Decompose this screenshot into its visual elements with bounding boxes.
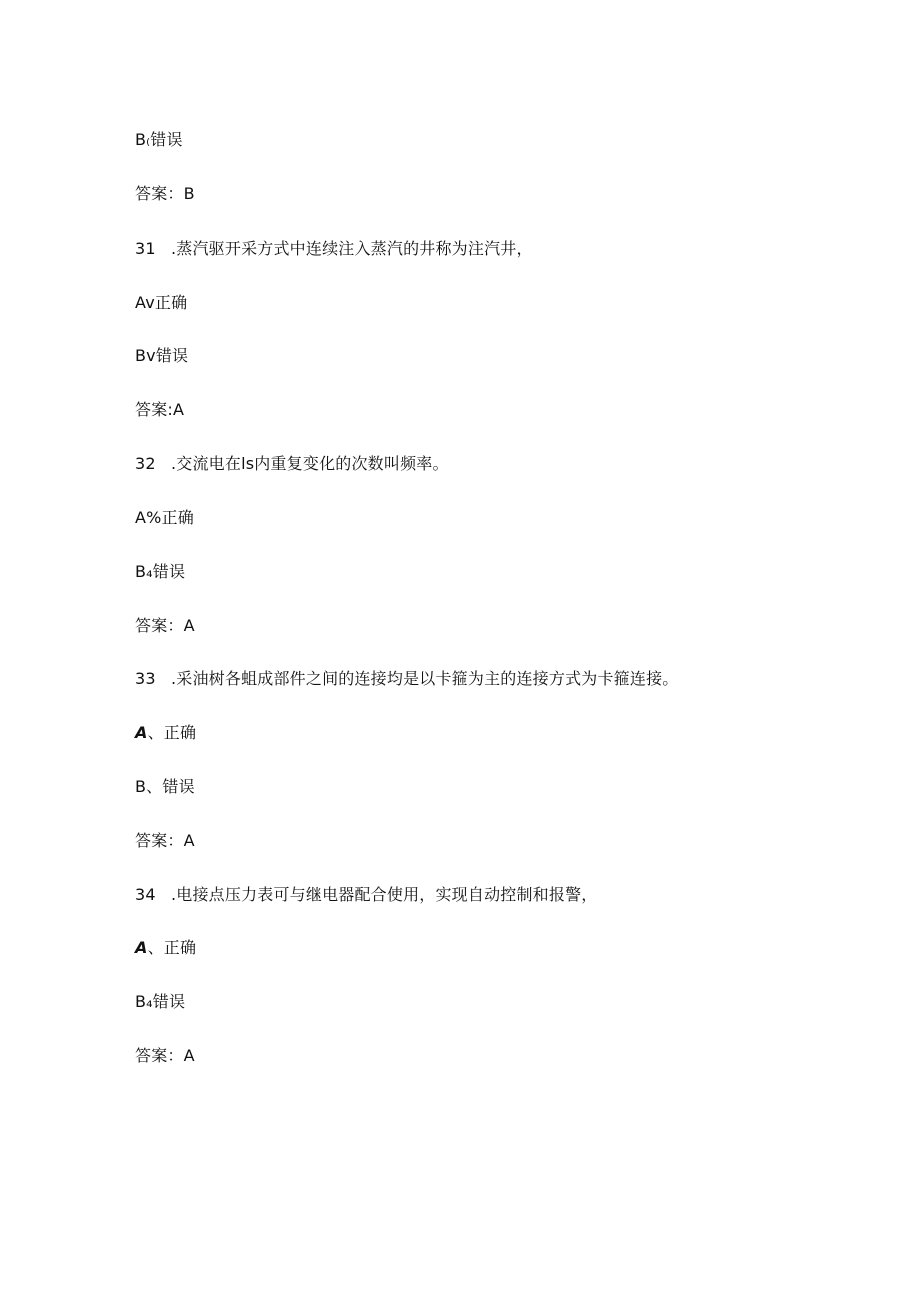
- option-b-line: [135, 992, 185, 1012]
- question-33: [135, 669, 679, 689]
- question-32: [135, 454, 449, 474]
- answer-line: [135, 400, 184, 420]
- answer-line: [135, 1046, 195, 1066]
- option-a-letter: A: [135, 723, 148, 742]
- question-text: .蒸汽驱开采方式中连续注入蒸汽的井称为注汽井，: [171, 239, 533, 258]
- option-b-line: [135, 777, 195, 797]
- option-b-line: [135, 346, 188, 366]
- option-a-letter: A: [135, 938, 148, 957]
- option-a-text: Av正确: [135, 293, 188, 312]
- answer-text: 答案：A: [135, 1046, 195, 1065]
- option-b-text: Bv错误: [135, 346, 189, 365]
- option-b-text: B₄错误: [135, 992, 186, 1011]
- option-b-text: B、错误: [135, 777, 195, 796]
- option-a-text: 、正确: [147, 723, 197, 742]
- answer-text: 答案：A: [135, 616, 195, 635]
- question-number: 34: [135, 885, 156, 904]
- option-b-line: [135, 562, 185, 582]
- question-number: 32: [135, 454, 156, 473]
- option-a-line: [135, 723, 196, 743]
- question-text: .电接点压力表可与继电器配合使用，实现自动控制和报警，: [171, 885, 598, 904]
- option-b-line: [135, 130, 183, 150]
- answer-text: 答案:A: [135, 400, 185, 419]
- answer-text: 答案：A: [135, 831, 195, 850]
- option-a-text: 、正确: [147, 938, 197, 957]
- option-b-text: B₍错误: [135, 130, 183, 149]
- option-b-text: B₄错误: [135, 562, 186, 581]
- answer-line: [135, 831, 195, 851]
- answer-text: 答案：B: [135, 184, 195, 203]
- option-a-line: [135, 508, 194, 528]
- option-a-line: [135, 293, 187, 313]
- option-a-line: [135, 938, 196, 958]
- question-number: 31: [135, 239, 156, 258]
- question-31: [135, 239, 533, 259]
- answer-line: [135, 616, 195, 636]
- question-34: [135, 885, 598, 905]
- question-number: 33: [135, 669, 156, 688]
- question-text: .交流电在ls内重复变化的次数叫频率。: [171, 454, 449, 473]
- option-a-text: A%正确: [135, 508, 194, 527]
- question-text: .采油树各蛆成部件之间的连接均是以卡箍为主的连接方式为卡箍连接。: [171, 669, 679, 688]
- answer-line: [135, 184, 195, 204]
